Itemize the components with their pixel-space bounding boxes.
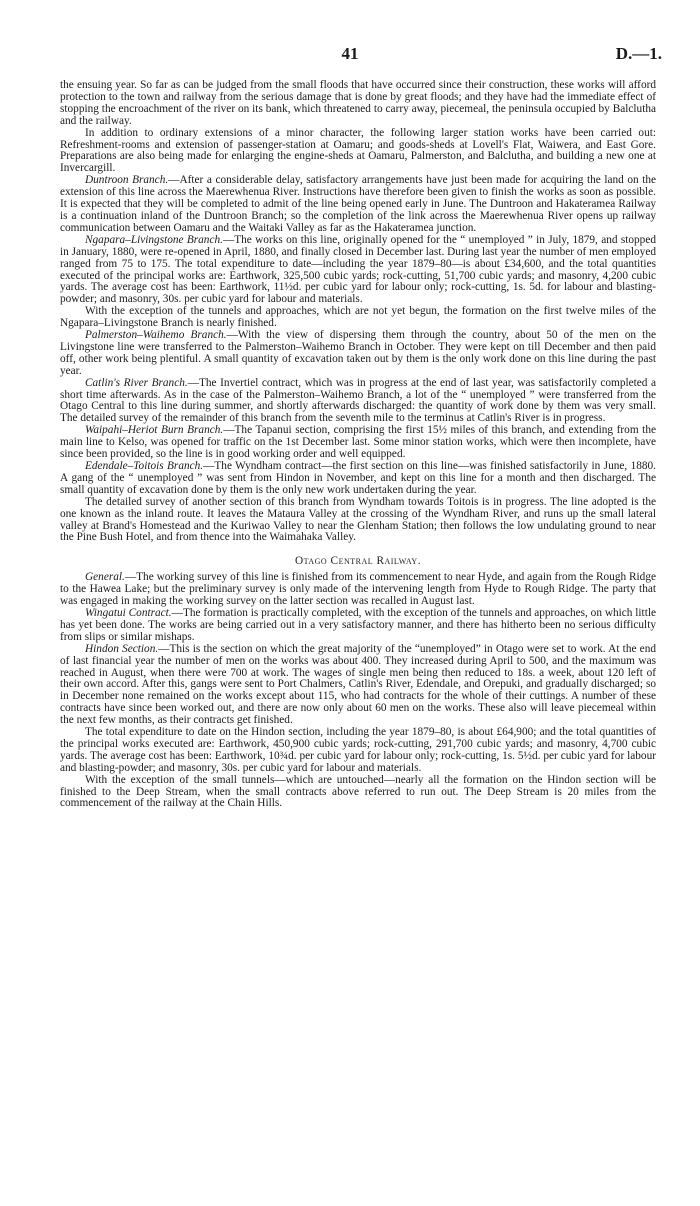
paragraph-heading: General. <box>85 571 125 584</box>
paragraph <box>60 175 656 235</box>
page-body <box>60 80 656 810</box>
paragraph-text: —The Wyndham contract—the first section on this line—was finished satisfactorily in June, 1880. A gang of the “ unemployed ” was sent from Hindon in November, and kept on this line for a month and then discharged. The small quantity of excavation done by them is the only new work undertaken during the year. <box>60 460 656 496</box>
paragraph <box>60 378 656 426</box>
paragraph <box>60 235 656 306</box>
paragraph-heading: Wingatui Contract. <box>85 606 172 619</box>
paragraph-heading: Edendale–Toitois Branch. <box>85 460 204 472</box>
paragraph-text: —With the view of dispersing them through the country, about 50 of the men on the Livingstone line were transferred to the Palmerston–Waihemo Branch in October. They were kept on till December and then paid off, other work being plentiful. A small quantity of excavation taken out by them is the only work done on this line during the past year. <box>60 329 656 377</box>
paragraph-heading: Waipahi–Heriot Burn Branch. <box>85 424 224 437</box>
paragraph <box>60 497 656 545</box>
paragraph-text: —This is the section on which the great majority of the “unemployed” in Otago were set to work. At the end of last financial year the number of men on the works was about 400. They increased during April to 500, and the maximum was reached in August, when there were 700 at work. The wages of single men being then reduced to 18s. a week, about 120 left of their own accord. After this, gangs were sent to Port Chalmers, Catlin's River, Edendale, and Orepuki, and gradually discharged; so in December none remained on the works except about 115, who had contracts for the whole of their cuttings. A number of these contracts have since been worked out, and there are now only about 60 men on the works. These also will leave piecemeal within the next few months, as their contracts get finished. <box>60 642 656 727</box>
paragraph-text: the ensuing year. So far as can be judged from the small floods that have occurred since their construction, these works will afford protection to the town and railway from the serious damage that is done by great floods; and they have had the immediate effect of stopping the encroachment of the river on its bank, which threatened to carry away, piecemeal, the peninsula occupied by Balclutha and the railway. <box>60 79 656 127</box>
paragraph <box>60 128 656 176</box>
paragraph-heading: Palmerston–Waihemo Branch. <box>85 329 227 342</box>
document-reference: D.—1. <box>615 44 662 63</box>
page-number: 41 <box>341 44 359 63</box>
paragraph-text: —The Invertiel contract, which was in progress at the end of last year, was satisfactorily completed a short time afterwards. As in the case of the Palmerston–Waihemo Branch, a lot of the “ unemployed ” were transferred from the Otago Central to this line during summer, and shortly afterwards discharged: the quantity of work done by them was very small. The detailed survey of the remainder of this branch from the seventh mile to the terminus at Catlin's River is in progress. <box>60 376 656 425</box>
paragraph-heading: Hindon Section. <box>85 642 159 655</box>
paragraph-text: With the exception of the small tunnels—which are untouched—nearly all the formation on the Hindon section will be finished to the Deep Stream, when the small contracts above referred to run out. The Deep Stream is 20 miles from the commencement of the railway at the Chain Hills. <box>60 773 656 810</box>
paragraph <box>60 572 656 608</box>
paragraph <box>60 425 656 461</box>
paragraph <box>60 330 656 378</box>
paragraph-text: In addition to ordinary extensions of a minor character, the following larger station works have been carried out: Refreshment-rooms and extension of passenger-station at Oamaru; and goods-sheds at Lovell's Flat, Waiwera, and East Gore. Preparations are also being made for enlarging the engine-sheds at Oamaru, Palmerston, and Balclutha, and building a new one at Invercargill. <box>60 126 656 175</box>
paragraph-text: —After a considerable delay, satisfactory arrangements have just been made for acquiring the land on the extension of this line across the Maerewhenua River. Instructions have therefore been given to finish the works as soon as possible. It is expected that they will be completed to admit of the line being opened early in June. The Duntroon and Hakateramea Railway is a continuation inland of the Duntroon Branch; so the completion of the link across the Maerewhenua River opens up railway communication between Oamaru and the Waitaki Valley as far as the Hakateramea junction. <box>60 174 657 234</box>
paragraph <box>60 644 656 727</box>
paragraph <box>60 461 656 497</box>
paragraph <box>60 80 656 128</box>
section-title: Otago Central Railway. <box>294 555 422 568</box>
paragraph-text: —The works on this line, originally opened for the “ unemployed ” in July, 1879, and stopped in January, 1880, were re-opened in April, 1880, and finally closed in December last. During last year the number of men employed ranged from 75 to 175. The total expenditure to date—including the year 1879–80—is about £34,600, and the total quantities executed of the principal works are: Earthwork, 325,500 cubic yards; rock-cutting, 51,700 cubic yards; and masonry, 4,200 cubic yards. The average cost has been: Earthwork, 11½d. per cubic yard for labour only; rock-cutting, 1s. 5d. for labour and blasting-powder; and masonry, 30s. per cubic yard for labour and materials. <box>60 233 656 306</box>
paragraph <box>60 727 656 775</box>
paragraph-heading: Duntroon Branch. <box>85 174 169 187</box>
paragraph <box>60 306 656 330</box>
paragraph-text: —The Tapanui section, comprising the first 15½ miles of this branch, and extending from the main line to Kelso, was opened for traffic on the 1st December last. Some minor station works, which were then incomplete, have since been provided, so the line is in good working order and well equipped. <box>60 424 656 461</box>
paragraph-heading: Catlin's River Branch. <box>85 376 188 389</box>
paragraph-text: The detailed survey of another section of this branch from Wyndham towards Toitois is in progress. The line adopted is the one known as the inland route. It leaves the Mataura Valley at the crossing of the Wyndham River, and runs up the small lateral valley at Brand's Homestead and the Kuriwao Valley to near the Glenham Station; then follows the low undulating ground to near the Pine Bush Hotel, and from thence into the Waimahaka Valley. <box>60 495 656 544</box>
paragraph-heading: Ngapara–Livingstone Branch. <box>85 233 223 246</box>
paragraph <box>60 775 656 811</box>
paragraph-text: With the exception of the tunnels and approaches, which are not yet begun, the formation on the first twelve miles of the Ngapara–Livingstone Branch is nearly finished. <box>60 305 656 330</box>
paragraph-text: —The formation is practically completed, with the exception of the tunnels and approaches, on which little has yet been done. The works are being carried out in a very satisfactory manner, and there has hitherto been no serious difficulty from slips or similar mishaps. <box>60 606 656 643</box>
paragraph-text: —The working survey of this line is finished from its commencement to near Hyde, and again from the Rough Ridge to the Hawea Lake; but the preliminary survey is only made of the intervening length from Hyde to Rough Ridge. The party that was engaged in making the working survey on the latter section was recalled in August last. <box>60 571 656 608</box>
paragraph <box>60 608 656 644</box>
paragraph-text: The total expenditure to date on the Hindon section, including the year 1879–80, is about £64,900; and the total quantities of the principal works executed are: Earthwork, 450,900 cubic yards; rock-cutting, 291,700 cubic yards; and masonry, 4,700 cubic yards. The average cost has been: Earthwork, 10¾d. per cubic yard for labour only; rock-cutting, 1s. 5½d. per cubic yard for labour and blasting-powder; and masonry, 30s. per cubic yard for labour and materials. <box>60 726 656 774</box>
